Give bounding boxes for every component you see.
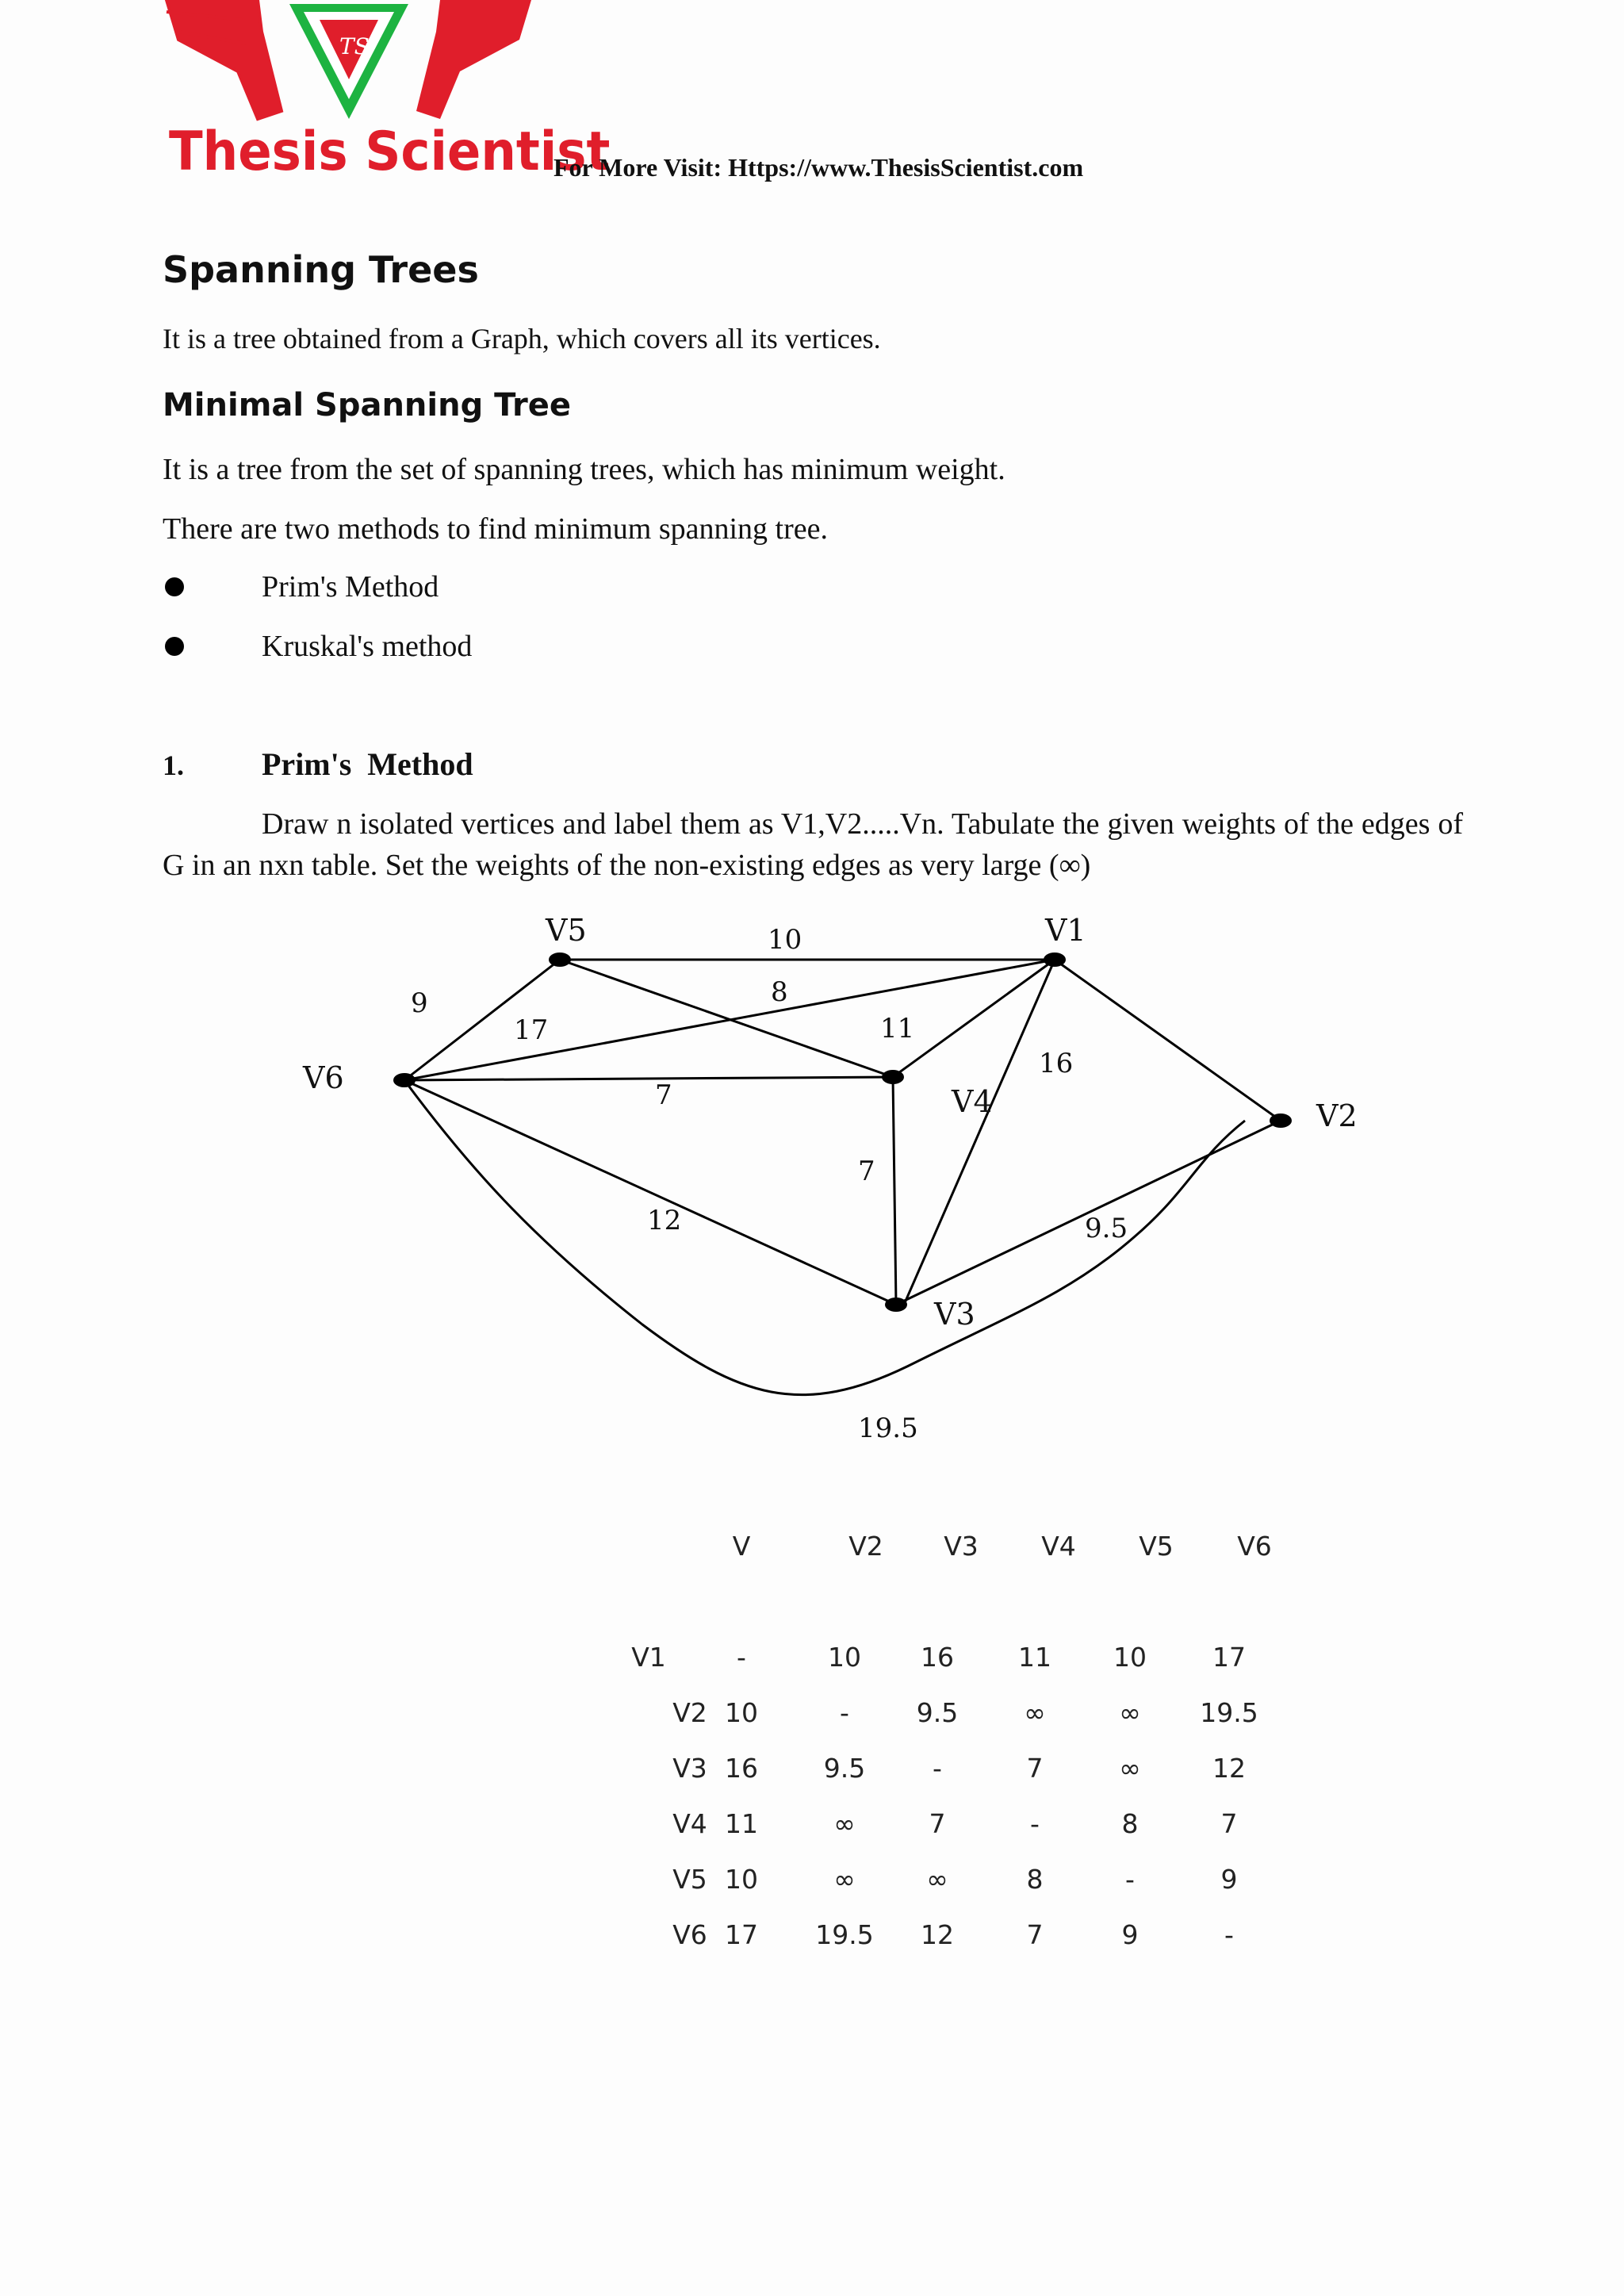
intro-text: It is a tree obtained from a Graph, which covers all its vertices. <box>163 323 881 355</box>
edge-v5-v4 <box>560 960 893 1077</box>
edge-weight-label: 9.5 <box>1085 1213 1128 1244</box>
matrix-cell: 10 <box>725 1697 758 1728</box>
matrix-row-header: V5 <box>672 1864 707 1895</box>
method-item: Kruskal's method <box>262 630 473 663</box>
vertex-label: V5 <box>546 913 587 948</box>
matrix-cell: 9.5 <box>916 1697 959 1728</box>
edge-v6-v1 <box>404 960 1055 1080</box>
weighted-graph-diagram <box>293 904 1388 1459</box>
vertex-label: V6 <box>303 1060 344 1095</box>
edge-weight-label: 10 <box>768 924 802 956</box>
matrix-cell: - <box>933 1753 942 1784</box>
matrix-cell: 8 <box>1121 1808 1139 1839</box>
matrix-cell: ∞ <box>1119 1697 1141 1728</box>
method-item: Prim's Method <box>262 570 439 604</box>
edge-weight-label: 8 <box>771 976 788 1008</box>
vertex-v1 <box>1044 953 1066 967</box>
vertex-label: V2 <box>1316 1098 1358 1133</box>
matrix-cell: - <box>1125 1864 1135 1895</box>
edge-weight-label: 9 <box>411 987 428 1019</box>
mst-definition: It is a tree from the set of spanning trees, which has minimum weight. <box>163 453 1005 486</box>
edge-weight-label: 16 <box>1039 1048 1074 1079</box>
section-title: Prim's Method <box>262 746 473 782</box>
matrix-cell: 16 <box>921 1642 954 1673</box>
matrix-cell: ∞ <box>833 1864 856 1895</box>
matrix-cell: 8 <box>1026 1864 1044 1895</box>
matrix-cell: 17 <box>1212 1642 1246 1673</box>
matrix-cell: 9.5 <box>823 1753 866 1784</box>
right-wing-icon <box>416 0 531 119</box>
matrix-cell: 7 <box>1026 1919 1044 1950</box>
matrix-cell: 7 <box>1026 1753 1044 1784</box>
visit-link[interactable]: For More Visit: Https://www.ThesisScientist.com <box>553 153 1084 182</box>
edge-weight-label: 11 <box>880 1013 915 1045</box>
matrix-cell: - <box>1030 1808 1040 1839</box>
matrix-cell: 9 <box>1220 1864 1238 1895</box>
vertex-v5 <box>549 953 571 967</box>
weight-matrix <box>619 1531 1316 1975</box>
vertex-v3 <box>885 1297 907 1312</box>
matrix-cell: 19.5 <box>815 1919 874 1950</box>
edge-weight-label: 12 <box>647 1205 682 1236</box>
matrix-cell: ∞ <box>833 1808 856 1839</box>
matrix-row-header: V2 <box>672 1697 707 1728</box>
brand-name: Thesis Scientist <box>169 121 611 183</box>
matrix-cell: 10 <box>828 1642 861 1673</box>
edge-weight-label: 7 <box>655 1079 672 1111</box>
matrix-cell: 7 <box>1220 1808 1238 1839</box>
page-title: Spanning Trees <box>163 248 479 291</box>
matrix-row-header: V1 <box>631 1642 666 1673</box>
matrix-column-header: V5 <box>1139 1531 1174 1562</box>
edge-v4-v3 <box>893 1077 896 1305</box>
matrix-cell: - <box>840 1697 849 1728</box>
matrix-cell: ∞ <box>926 1864 948 1895</box>
matrix-cell: ∞ <box>1119 1753 1141 1784</box>
matrix-cell: 11 <box>1018 1642 1051 1673</box>
matrix-column-header: V2 <box>848 1531 883 1562</box>
vertex-v6 <box>393 1073 416 1087</box>
vertex-label: V1 <box>1045 913 1086 948</box>
matrix-cell: 9 <box>1121 1919 1139 1950</box>
matrix-cell: 10 <box>1113 1642 1147 1673</box>
vertex-v4 <box>882 1070 904 1084</box>
left-wing-icon <box>167 0 282 119</box>
bullet-icon <box>165 637 184 656</box>
matrix-cell: ∞ <box>1024 1697 1046 1728</box>
edge-weight-label: 17 <box>514 1014 549 1046</box>
matrix-cell: - <box>1224 1919 1234 1950</box>
edge-weight-label: 19.5 <box>858 1412 918 1444</box>
matrix-cell: 12 <box>921 1919 954 1950</box>
matrix-row-header: V6 <box>672 1919 707 1950</box>
matrix-row-header: V3 <box>672 1753 707 1784</box>
matrix-cell: 19.5 <box>1200 1697 1258 1728</box>
edge-v6-v3 <box>404 1080 896 1305</box>
matrix-cell: 7 <box>929 1808 946 1839</box>
edge-v1-v4 <box>893 960 1055 1077</box>
matrix-cell: - <box>737 1642 746 1673</box>
matrix-row-header: V4 <box>672 1808 707 1839</box>
bullet-icon <box>165 577 184 596</box>
matrix-cell: 11 <box>725 1808 758 1839</box>
edge-v6-v4 <box>404 1077 893 1080</box>
svg-text:TS: TS <box>339 33 370 59</box>
matrix-column-header: V6 <box>1237 1531 1272 1562</box>
matrix-cell: 16 <box>725 1753 758 1784</box>
subheading: Minimal Spanning Tree <box>163 387 572 424</box>
vertex-label: V4 <box>952 1084 993 1119</box>
matrix-column-header: V4 <box>1041 1531 1076 1562</box>
edge-v1-v3 <box>904 960 1055 1305</box>
matrix-corner-header: V <box>732 1531 751 1562</box>
vertex-label: V3 <box>934 1297 975 1332</box>
vertex-v2 <box>1270 1114 1292 1128</box>
section-description: Draw n isolated vertices and label them as V1,V2.....Vn. Tabulate the given weights of the edges of G in an nxn table. Set the weights of the non-existing edges as very large (∞) <box>163 807 1463 882</box>
matrix-cell: 10 <box>725 1864 758 1895</box>
matrix-cell: 17 <box>725 1919 758 1950</box>
edge-v1-v2 <box>1055 960 1281 1121</box>
matrix-column-header: V3 <box>944 1531 979 1562</box>
edge-weight-label: 7 <box>858 1156 875 1187</box>
section-number: 1. <box>163 749 184 781</box>
methods-intro: There are two methods to find minimum spanning tree. <box>163 512 828 546</box>
matrix-cell: 12 <box>1212 1753 1246 1784</box>
